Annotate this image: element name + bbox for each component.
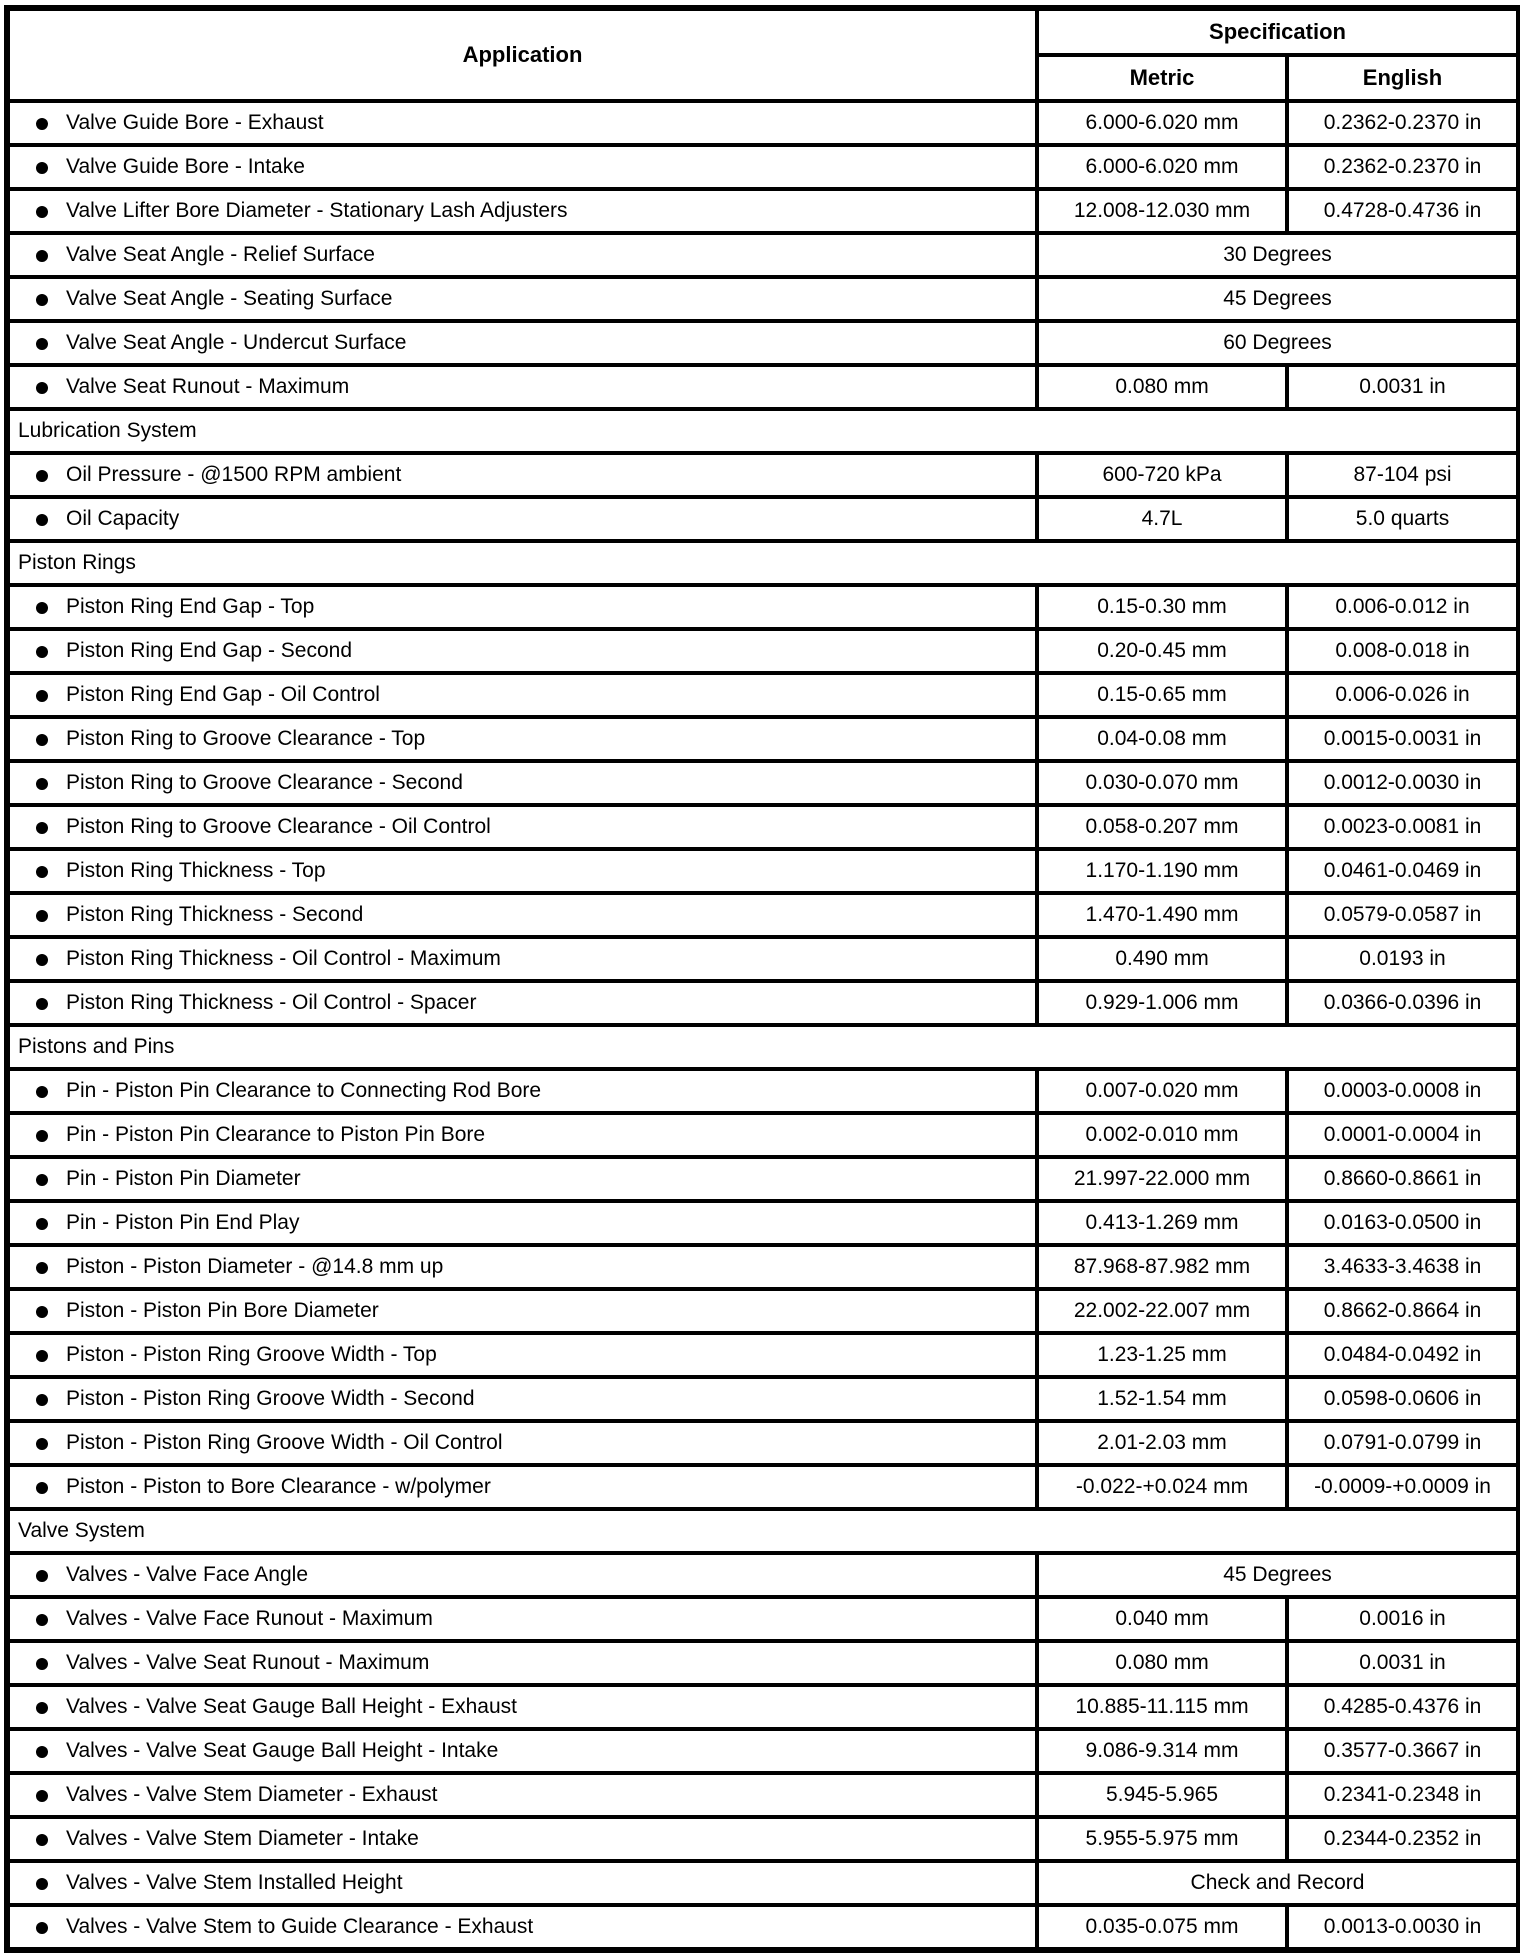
bullet-icon <box>36 1570 48 1582</box>
application-label-cell <box>7 1641 1037 1685</box>
application-label-cell <box>7 629 1037 673</box>
application-label: Valve Seat Angle - Undercut Surface <box>66 331 407 354</box>
english-value-cell: 0.4728-0.4736 in <box>1287 189 1519 233</box>
english-value-cell: 5.0 quarts <box>1287 497 1519 541</box>
table-row <box>7 1333 1519 1377</box>
metric-value-cell: 1.23-1.25 mm <box>1037 1333 1287 1377</box>
metric-value-cell: 0.080 mm <box>1037 1641 1287 1685</box>
bullet-icon <box>36 734 48 746</box>
table-row <box>7 1069 1519 1113</box>
spanned-value-cell: Check and Record <box>1037 1861 1519 1905</box>
english-value-cell: 3.4633-3.4638 in <box>1287 1245 1519 1289</box>
english-value-cell: 0.006-0.012 in <box>1287 585 1519 629</box>
bullet-icon <box>36 998 48 1010</box>
english-value-cell: 87-104 psi <box>1287 453 1519 497</box>
english-value-cell: 0.006-0.026 in <box>1287 673 1519 717</box>
application-label: Piston Ring End Gap - Top <box>66 595 315 618</box>
english-value-cell: 0.2362-0.2370 in <box>1287 101 1519 145</box>
header-row-top <box>7 8 1519 55</box>
application-label-cell <box>7 1069 1037 1113</box>
application-label-cell <box>7 1421 1037 1465</box>
application-label: Oil Pressure - @1500 RPM ambient <box>66 463 402 486</box>
metric-value-cell: 0.20-0.45 mm <box>1037 629 1287 673</box>
bullet-icon <box>36 1350 48 1362</box>
application-label-cell <box>7 365 1037 409</box>
bullet-icon <box>36 866 48 878</box>
bullet-icon <box>36 338 48 350</box>
application-label-cell <box>7 981 1037 1025</box>
english-value-cell: 0.8660-0.8661 in <box>1287 1157 1519 1201</box>
table-row <box>7 893 1519 937</box>
application-label: Valve Guide Bore - Exhaust <box>66 111 324 134</box>
table-row <box>7 937 1519 981</box>
section-row <box>7 409 1519 453</box>
metric-value-cell: 0.929-1.006 mm <box>1037 981 1287 1025</box>
application-label: Piston Ring Thickness - Second <box>66 903 364 926</box>
section-row <box>7 1509 1519 1553</box>
english-value-cell: 0.4285-0.4376 in <box>1287 1685 1519 1729</box>
spanned-value-cell: 45 Degrees <box>1037 277 1519 321</box>
application-label: Piston - Piston Ring Groove Width - Second <box>66 1387 475 1410</box>
section-label: Pistons and Pins <box>7 1025 1519 1069</box>
bullet-icon <box>36 1614 48 1626</box>
table-row <box>7 761 1519 805</box>
application-label: Pin - Piston Pin Clearance to Connecting Rod Bore <box>66 1079 542 1102</box>
application-label-cell <box>7 1377 1037 1421</box>
application-label: Valves - Valve Stem Diameter - Intake <box>66 1827 419 1850</box>
application-label-cell <box>7 453 1037 497</box>
table-row <box>7 673 1519 717</box>
application-label-cell <box>7 1861 1037 1905</box>
table-row <box>7 365 1519 409</box>
table-row <box>7 1905 1519 1950</box>
bullet-icon <box>36 690 48 702</box>
bullet-icon <box>36 954 48 966</box>
bullet-icon <box>36 1482 48 1494</box>
application-label: Piston - Piston Pin Bore Diameter <box>66 1299 379 1322</box>
english-value-cell: 0.0001-0.0004 in <box>1287 1113 1519 1157</box>
english-value-cell: 0.0484-0.0492 in <box>1287 1333 1519 1377</box>
english-value-cell: 0.0461-0.0469 in <box>1287 849 1519 893</box>
table-row <box>7 1465 1519 1509</box>
application-label-cell <box>7 1553 1037 1597</box>
english-value-cell: 0.008-0.018 in <box>1287 629 1519 673</box>
spanned-value-cell: 60 Degrees <box>1037 321 1519 365</box>
metric-value-cell: 0.04-0.08 mm <box>1037 717 1287 761</box>
application-label-cell <box>7 1685 1037 1729</box>
application-label: Valve Seat Runout - Maximum <box>66 375 350 398</box>
application-label: Piston - Piston Diameter - @14.8 mm up <box>66 1255 444 1278</box>
application-label: Valve Lifter Bore Diameter - Stationary Lash Adjusters <box>66 199 568 222</box>
english-value-cell: 0.8662-0.8664 in <box>1287 1289 1519 1333</box>
application-label-cell <box>7 145 1037 189</box>
table-row <box>7 1861 1519 1905</box>
english-value-cell: 0.0023-0.0081 in <box>1287 805 1519 849</box>
application-label: Valves - Valve Seat Gauge Ball Height - Exhaust <box>66 1695 517 1718</box>
table-row <box>7 1817 1519 1861</box>
application-label: Pin - Piston Pin Diameter <box>66 1167 301 1190</box>
section-row <box>7 1025 1519 1069</box>
table-row <box>7 189 1519 233</box>
application-label-cell <box>7 1113 1037 1157</box>
bullet-icon <box>36 470 48 482</box>
table-row <box>7 497 1519 541</box>
table-row <box>7 101 1519 145</box>
application-label: Oil Capacity <box>66 507 180 530</box>
english-value-cell: 0.0031 in <box>1287 365 1519 409</box>
bullet-icon <box>36 1306 48 1318</box>
application-label-cell <box>7 585 1037 629</box>
application-label-cell <box>7 233 1037 277</box>
table-row <box>7 585 1519 629</box>
english-value-cell: 0.3577-0.3667 in <box>1287 1729 1519 1773</box>
bullet-icon <box>36 1086 48 1098</box>
table-row <box>7 145 1519 189</box>
table-row <box>7 1641 1519 1685</box>
english-value-cell: 0.2362-0.2370 in <box>1287 145 1519 189</box>
application-label: Valves - Valve Face Runout - Maximum <box>66 1607 433 1630</box>
bullet-icon <box>36 206 48 218</box>
application-label: Valve Seat Angle - Seating Surface <box>66 287 393 310</box>
english-value-cell: 0.0031 in <box>1287 1641 1519 1685</box>
table-row <box>7 717 1519 761</box>
metric-value-cell: 1.170-1.190 mm <box>1037 849 1287 893</box>
spec-table-header <box>7 8 1519 101</box>
application-label: Pin - Piston Pin Clearance to Piston Pin Bore <box>66 1123 486 1146</box>
application-label: Valve Guide Bore - Intake <box>66 155 305 178</box>
table-row <box>7 1773 1519 1817</box>
application-label-cell <box>7 189 1037 233</box>
metric-value-cell: 6.000-6.020 mm <box>1037 145 1287 189</box>
application-label: Piston Ring to Groove Clearance - Second <box>66 771 463 794</box>
application-label-cell <box>7 1465 1037 1509</box>
application-label: Piston - Piston Ring Groove Width - Oil Control <box>66 1431 503 1454</box>
spec-table-body <box>7 101 1519 1950</box>
bullet-icon <box>36 1702 48 1714</box>
table-row <box>7 1421 1519 1465</box>
bullet-icon <box>36 294 48 306</box>
application-label-cell <box>7 1157 1037 1201</box>
metric-value-cell: 600-720 kPa <box>1037 453 1287 497</box>
bullet-icon <box>36 1218 48 1230</box>
bullet-icon <box>36 1262 48 1274</box>
application-label-cell <box>7 1245 1037 1289</box>
table-row <box>7 805 1519 849</box>
application-label-cell <box>7 717 1037 761</box>
metric-value-cell: 22.002-22.007 mm <box>1037 1289 1287 1333</box>
table-row <box>7 233 1519 277</box>
application-label: Valves - Valve Face Angle <box>66 1563 309 1586</box>
application-label-cell <box>7 101 1037 145</box>
table-row <box>7 629 1519 673</box>
metric-value-cell: 0.080 mm <box>1037 365 1287 409</box>
table-row <box>7 849 1519 893</box>
application-label: Piston Ring Thickness - Oil Control - Maximum <box>66 947 501 970</box>
english-value-cell: 0.0579-0.0587 in <box>1287 893 1519 937</box>
application-label: Piston - Piston to Bore Clearance - w/polymer <box>66 1475 491 1498</box>
table-row <box>7 1377 1519 1421</box>
table-row <box>7 1201 1519 1245</box>
column-header-english: English <box>1287 55 1519 101</box>
bullet-icon <box>36 1174 48 1186</box>
application-label: Valves - Valve Stem to Guide Clearance - Exhaust <box>66 1915 534 1938</box>
application-label-cell <box>7 761 1037 805</box>
english-value-cell: 0.0598-0.0606 in <box>1287 1377 1519 1421</box>
application-label-cell <box>7 893 1037 937</box>
application-label: Pin - Piston Pin End Play <box>66 1211 300 1234</box>
section-row <box>7 541 1519 585</box>
column-header-specification: Specification <box>1037 8 1519 55</box>
metric-value-cell: 0.413-1.269 mm <box>1037 1201 1287 1245</box>
application-label: Piston Ring to Groove Clearance - Top <box>66 727 426 750</box>
application-label-cell <box>7 497 1037 541</box>
section-label: Piston Rings <box>7 541 1519 585</box>
table-row <box>7 981 1519 1025</box>
application-label-cell <box>7 1201 1037 1245</box>
application-label: Piston Ring End Gap - Oil Control <box>66 683 380 706</box>
column-header-application: Application <box>7 8 1037 101</box>
bullet-icon <box>36 1658 48 1670</box>
application-label-cell <box>7 849 1037 893</box>
application-label: Piston Ring Thickness - Top <box>66 859 326 882</box>
application-label: Piston Ring to Groove Clearance - Oil Control <box>66 815 491 838</box>
table-row <box>7 277 1519 321</box>
english-value-cell: 0.2344-0.2352 in <box>1287 1817 1519 1861</box>
bullet-icon <box>36 1834 48 1846</box>
bullet-icon <box>36 1790 48 1802</box>
metric-value-cell: 6.000-6.020 mm <box>1037 101 1287 145</box>
metric-value-cell: 1.52-1.54 mm <box>1037 1377 1287 1421</box>
metric-value-cell: 0.007-0.020 mm <box>1037 1069 1287 1113</box>
bullet-icon <box>36 602 48 614</box>
application-label-cell <box>7 673 1037 717</box>
table-row <box>7 1553 1519 1597</box>
english-value-cell: 0.0163-0.0500 in <box>1287 1201 1519 1245</box>
application-label-cell <box>7 937 1037 981</box>
metric-value-cell: 0.058-0.207 mm <box>1037 805 1287 849</box>
english-value-cell: 0.2341-0.2348 in <box>1287 1773 1519 1817</box>
metric-value-cell: 0.15-0.65 mm <box>1037 673 1287 717</box>
bullet-icon <box>36 250 48 262</box>
table-row <box>7 1729 1519 1773</box>
spec-table <box>4 5 1520 1953</box>
table-row <box>7 321 1519 365</box>
section-label: Valve System <box>7 1509 1519 1553</box>
metric-value-cell: 0.040 mm <box>1037 1597 1287 1641</box>
application-label-cell <box>7 805 1037 849</box>
metric-value-cell: 21.997-22.000 mm <box>1037 1157 1287 1201</box>
application-label-cell <box>7 1817 1037 1861</box>
bullet-icon <box>36 778 48 790</box>
metric-value-cell: 1.470-1.490 mm <box>1037 893 1287 937</box>
bullet-icon <box>36 1746 48 1758</box>
application-label-cell <box>7 1289 1037 1333</box>
table-row <box>7 1685 1519 1729</box>
bullet-icon <box>36 162 48 174</box>
metric-value-cell: 0.002-0.010 mm <box>1037 1113 1287 1157</box>
table-row <box>7 1157 1519 1201</box>
table-row <box>7 1113 1519 1157</box>
bullet-icon <box>36 1130 48 1142</box>
application-label-cell <box>7 1597 1037 1641</box>
application-label: Valves - Valve Seat Runout - Maximum <box>66 1651 430 1674</box>
application-label: Valves - Valve Stem Diameter - Exhaust <box>66 1783 438 1806</box>
application-label-cell <box>7 277 1037 321</box>
table-row <box>7 1245 1519 1289</box>
application-label: Piston Ring End Gap - Second <box>66 639 353 662</box>
metric-value-cell: 12.008-12.030 mm <box>1037 189 1287 233</box>
metric-value-cell: 10.885-11.115 mm <box>1037 1685 1287 1729</box>
metric-value-cell: 0.030-0.070 mm <box>1037 761 1287 805</box>
application-label-cell <box>7 1905 1037 1950</box>
metric-value-cell: 5.945-5.965 <box>1037 1773 1287 1817</box>
bullet-icon <box>36 910 48 922</box>
table-row <box>7 453 1519 497</box>
bullet-icon <box>36 646 48 658</box>
metric-value-cell: 5.955-5.975 mm <box>1037 1817 1287 1861</box>
table-row <box>7 1597 1519 1641</box>
english-value-cell: 0.0003-0.0008 in <box>1287 1069 1519 1113</box>
spanned-value-cell: 30 Degrees <box>1037 233 1519 277</box>
english-value-cell: -0.0009-+0.0009 in <box>1287 1465 1519 1509</box>
bullet-icon <box>36 1922 48 1934</box>
application-label-cell <box>7 1729 1037 1773</box>
metric-value-cell: 0.490 mm <box>1037 937 1287 981</box>
metric-value-cell: 2.01-2.03 mm <box>1037 1421 1287 1465</box>
application-label: Valves - Valve Seat Gauge Ball Height - Intake <box>66 1739 499 1762</box>
bullet-icon <box>36 118 48 130</box>
application-label: Piston Ring Thickness - Oil Control - Spacer <box>66 991 477 1014</box>
table-row <box>7 1289 1519 1333</box>
application-label-cell <box>7 321 1037 365</box>
metric-value-cell: 4.7L <box>1037 497 1287 541</box>
english-value-cell: 0.0012-0.0030 in <box>1287 761 1519 805</box>
application-label: Piston - Piston Ring Groove Width - Top <box>66 1343 437 1366</box>
spanned-value-cell: 45 Degrees <box>1037 1553 1519 1597</box>
metric-value-cell: 9.086-9.314 mm <box>1037 1729 1287 1773</box>
bullet-icon <box>36 822 48 834</box>
application-label-cell <box>7 1773 1037 1817</box>
application-label-cell <box>7 1333 1037 1377</box>
section-label: Lubrication System <box>7 409 1519 453</box>
application-label: Valve Seat Angle - Relief Surface <box>66 243 375 266</box>
metric-value-cell: 0.035-0.075 mm <box>1037 1905 1287 1950</box>
bullet-icon <box>36 382 48 394</box>
english-value-cell: 0.0013-0.0030 in <box>1287 1905 1519 1950</box>
bullet-icon <box>36 514 48 526</box>
english-value-cell: 0.0791-0.0799 in <box>1287 1421 1519 1465</box>
metric-value-cell: 87.968-87.982 mm <box>1037 1245 1287 1289</box>
english-value-cell: 0.0366-0.0396 in <box>1287 981 1519 1025</box>
english-value-cell: 0.0015-0.0031 in <box>1287 717 1519 761</box>
bullet-icon <box>36 1438 48 1450</box>
english-value-cell: 0.0016 in <box>1287 1597 1519 1641</box>
bullet-icon <box>36 1394 48 1406</box>
english-value-cell: 0.0193 in <box>1287 937 1519 981</box>
metric-value-cell: 0.15-0.30 mm <box>1037 585 1287 629</box>
column-header-metric: Metric <box>1037 55 1287 101</box>
application-label: Valves - Valve Stem Installed Height <box>66 1871 403 1894</box>
bullet-icon <box>36 1878 48 1890</box>
metric-value-cell: -0.022-+0.024 mm <box>1037 1465 1287 1509</box>
